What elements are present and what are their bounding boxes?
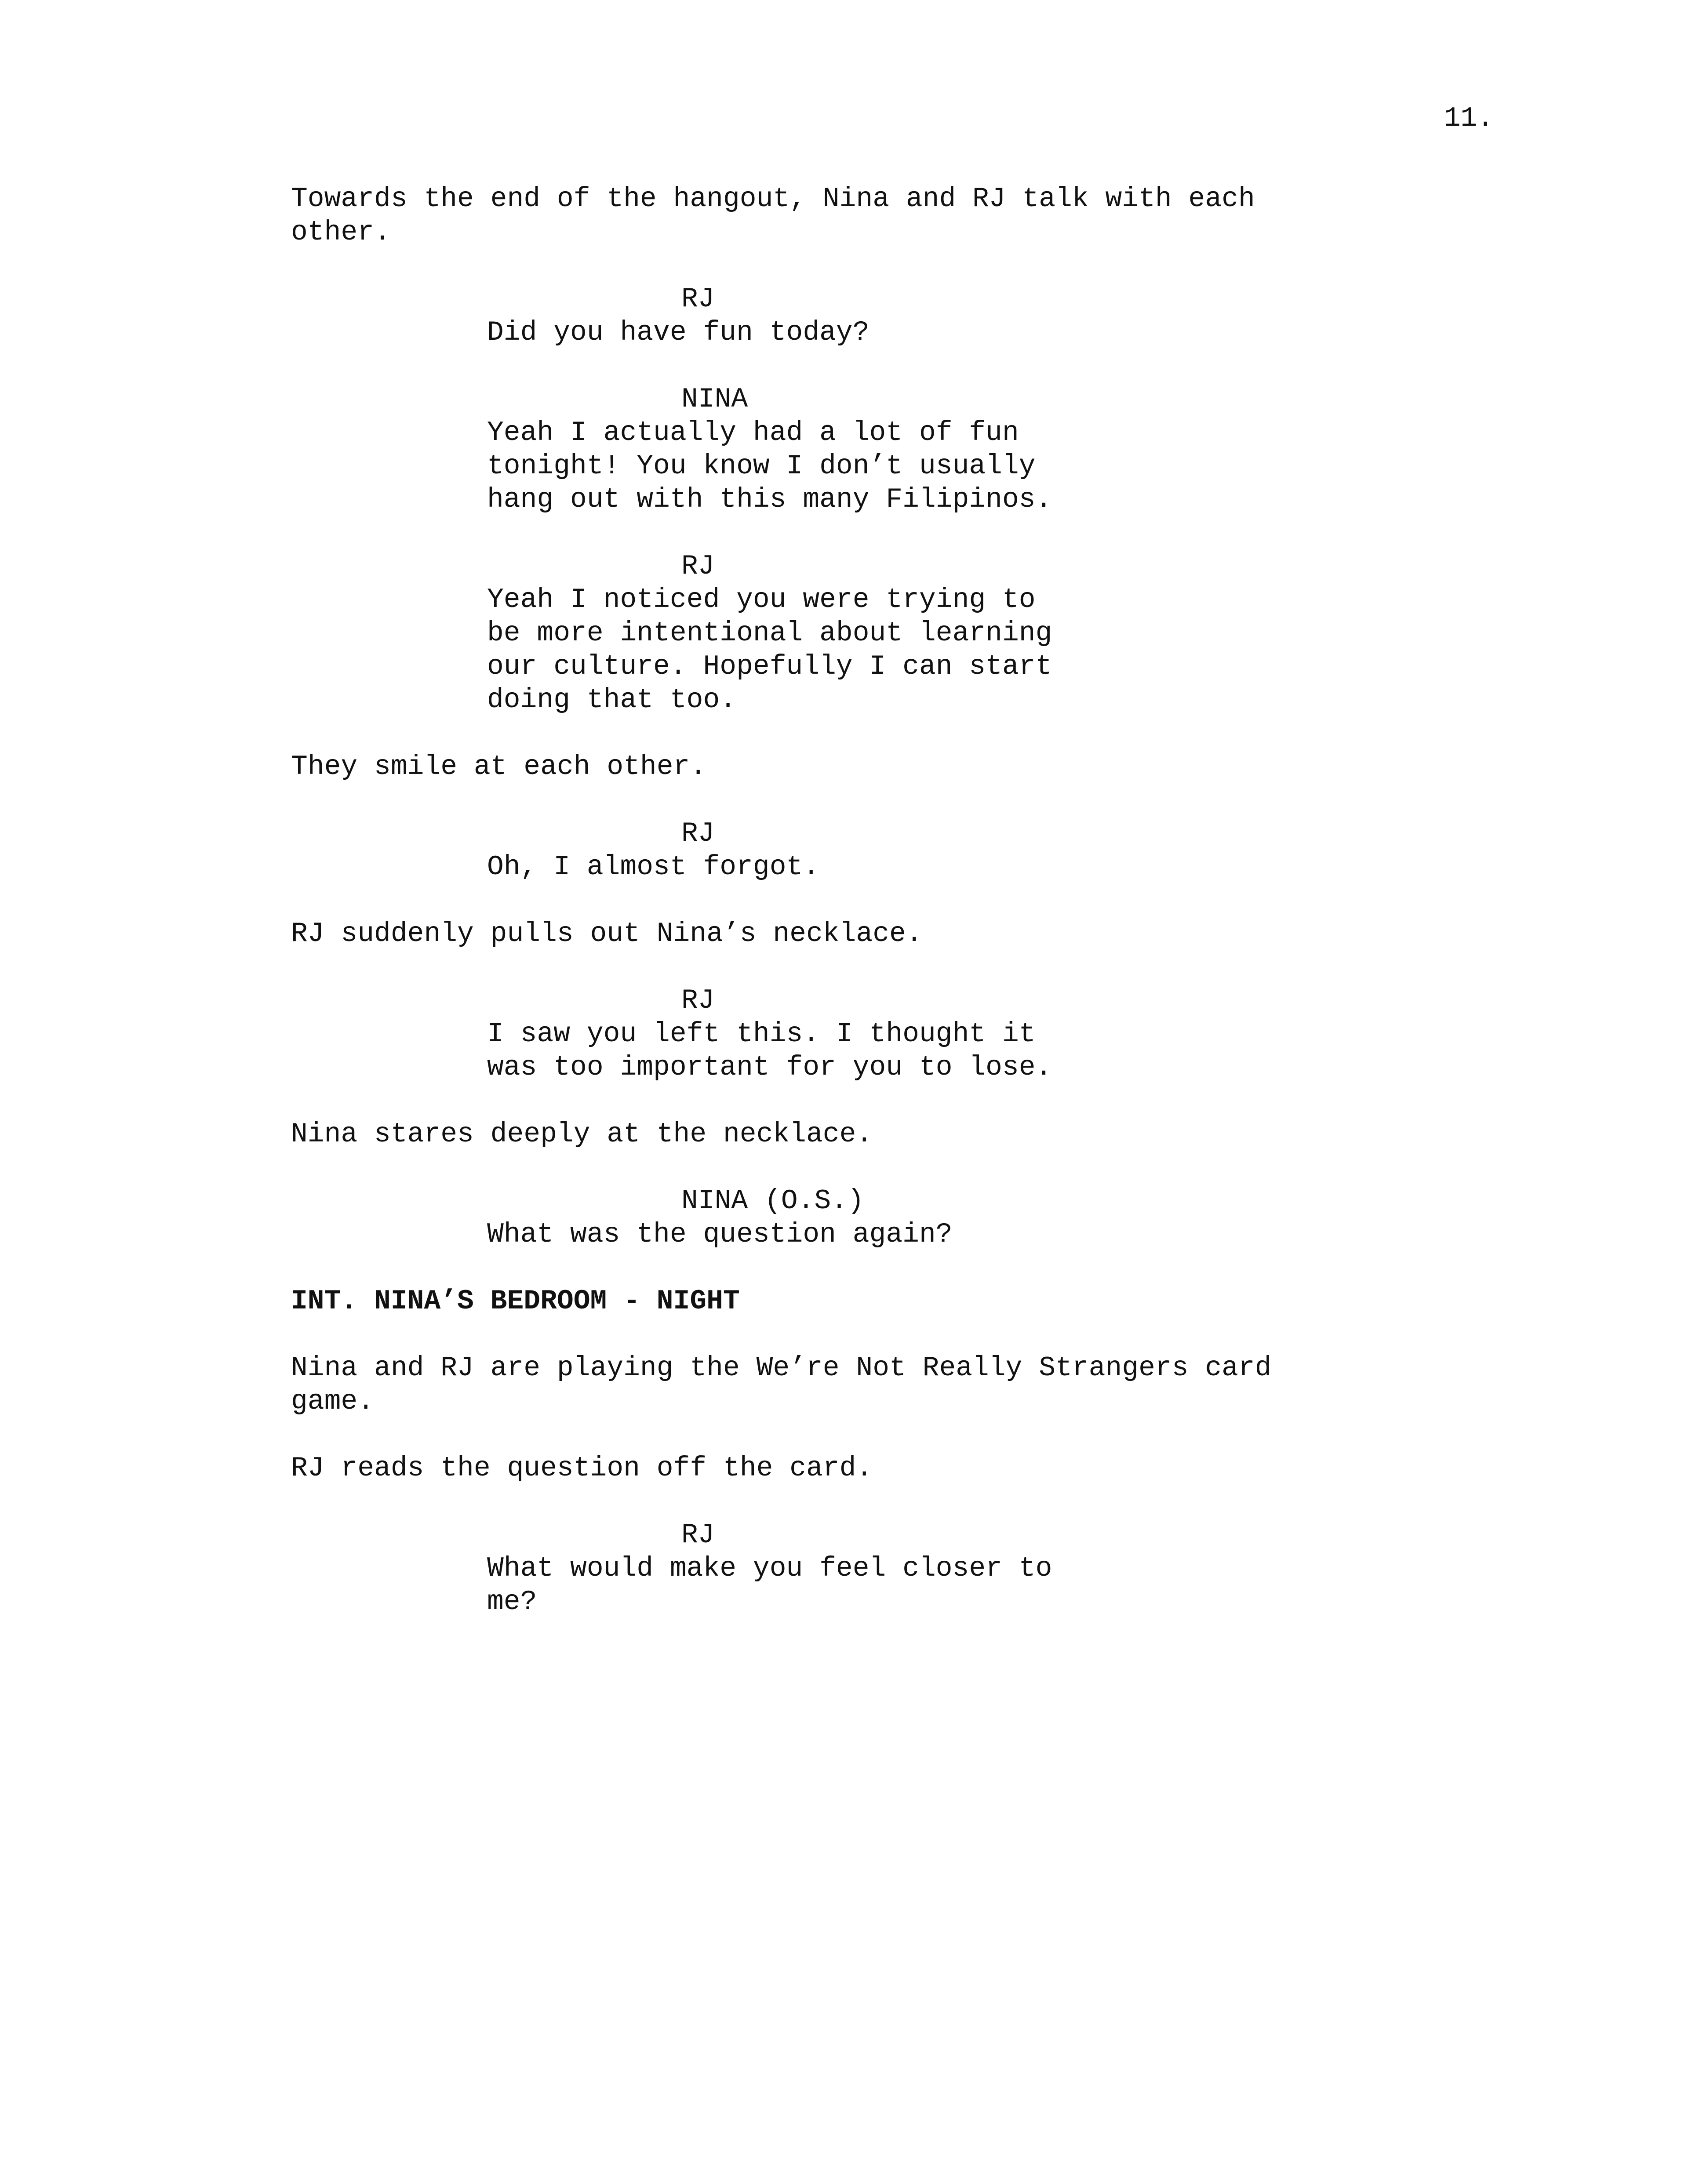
dialogue-text: Oh, I almost forgot. [487,851,820,883]
dialogue-block [291,1519,1495,1619]
action-line: Nina stares deeply at the necklace. [291,1119,873,1150]
dialogue-block [291,550,1495,717]
dialogue-text: What would make you feel closer to me? [487,1553,1052,1617]
page-number: 11. [1444,103,1494,134]
character-name: NINA [681,384,748,415]
dialogue-block [291,283,1495,349]
dialogue-block [291,1185,1495,1251]
dialogue-text: What was the question again? [487,1219,953,1250]
action-line: Nina and RJ are playing the We’re Not Really Strangers card game. [291,1352,1272,1417]
character-name: RJ [681,985,715,1016]
action-line: RJ suddenly pulls out Nina’s necklace. [291,918,923,949]
dialogue-text: Did you have fun today? [487,317,869,348]
scene-heading: INT. NINA’S BEDROOM - NIGHT [291,1286,740,1317]
dialogue-text: Yeah I actually had a lot of fun tonight! You know I don’t usually hang out with this many Filipinos. [487,417,1052,515]
character-name: RJ [681,818,715,849]
script-body [291,182,1495,1652]
action-line: They smile at each other. [291,751,707,782]
dialogue-text: Yeah I noticed you were trying to be more intentional about learning our culture. Hopefully I can start doing that too. [487,584,1052,716]
action-line: RJ reads the question off the card. [291,1453,873,1484]
dialogue-block [291,984,1495,1084]
action-line: Towards the end of the hangout, Nina and RJ talk with each other. [291,183,1255,248]
dialogue-text: I saw you left this. I thought it was too important for you to lose. [487,1018,1052,1083]
character-name: RJ [681,283,715,315]
character-name: RJ [681,1519,715,1551]
dialogue-block [291,817,1495,884]
character-name: RJ [681,551,715,582]
character-name: NINA (O.S.) [681,1185,864,1217]
dialogue-block [291,383,1495,516]
